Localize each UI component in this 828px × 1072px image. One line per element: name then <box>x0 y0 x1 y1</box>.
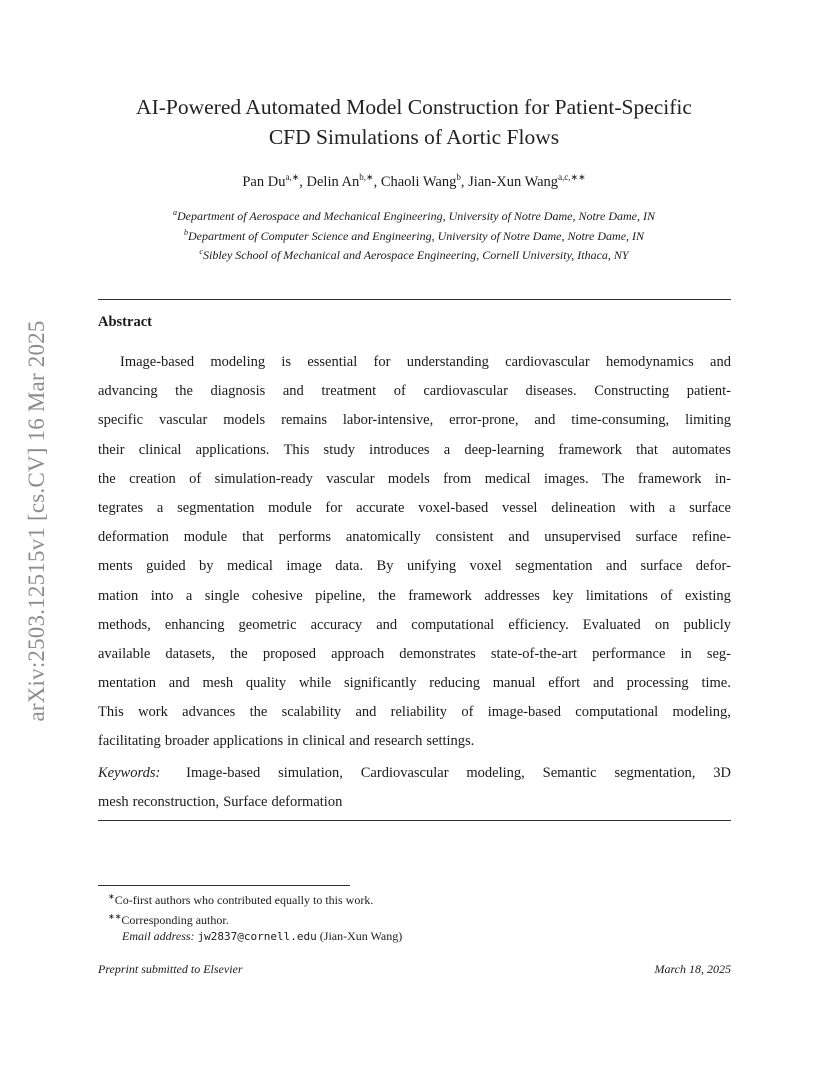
word: and <box>282 383 304 400</box>
word: computational <box>411 616 495 633</box>
word: image-based <box>487 704 561 721</box>
affiliation-mark: a <box>172 208 177 217</box>
abstract-top-rule <box>98 299 731 300</box>
word: segmentation <box>177 499 255 516</box>
word: seg- <box>706 645 731 662</box>
word: module <box>268 499 312 516</box>
word: manual <box>492 675 536 692</box>
word: demonstrates <box>399 645 476 662</box>
word: and <box>592 675 614 692</box>
word: scalability <box>281 704 342 721</box>
word: applications. <box>195 441 270 458</box>
word: while <box>298 675 332 692</box>
word: accuracy <box>310 616 363 633</box>
word: efficiency. <box>508 616 569 633</box>
word: unifying <box>406 558 457 575</box>
word: image <box>286 558 322 575</box>
word: Image-based <box>186 765 261 781</box>
word: mesh <box>202 675 234 692</box>
word: and <box>168 675 190 692</box>
footnote-mark: ∗ <box>108 892 115 901</box>
author-name: Chaoli Wang <box>380 174 457 190</box>
word: key <box>552 587 574 604</box>
word: quality <box>245 675 287 692</box>
word: computational <box>575 704 659 721</box>
abstract-heading: Abstract <box>98 314 152 330</box>
word: framework <box>637 470 702 487</box>
word: treatment <box>321 383 377 400</box>
abstract-line <box>98 465 731 494</box>
author-name: Delin An <box>306 174 360 190</box>
word: facilitating <box>98 733 161 750</box>
word: surface <box>635 529 678 546</box>
word: and <box>710 354 731 370</box>
word: labor-intensive, <box>342 412 434 429</box>
abstract-line <box>98 727 731 756</box>
word: advances <box>182 704 236 721</box>
abstract-line <box>98 611 731 640</box>
word: medical <box>484 470 531 487</box>
word: deformation <box>271 793 343 810</box>
word: state-of-the-art <box>490 645 578 662</box>
word: deformation <box>98 529 169 546</box>
word: Surface <box>223 793 268 810</box>
word: modeling, <box>466 765 525 781</box>
footer-preprint-note: Preprint submitted to Elsevier <box>98 962 243 976</box>
word: in- <box>714 470 731 487</box>
word: patient- <box>686 383 731 400</box>
arxiv-identifier-stamp <box>22 283 52 759</box>
word: is <box>281 354 292 370</box>
word: for <box>325 499 343 516</box>
word: Cardiovascular <box>360 765 449 781</box>
word: unsupervised <box>544 529 621 546</box>
word: on <box>654 616 670 633</box>
word: with <box>629 499 656 516</box>
word: pipeline, <box>315 587 366 604</box>
word: the <box>230 645 248 662</box>
word: voxel-based <box>418 499 489 516</box>
word: publicly <box>683 616 731 633</box>
word: and <box>349 733 371 750</box>
word: of <box>393 383 406 400</box>
affiliation-mark: c <box>199 247 203 256</box>
word: defor- <box>695 558 731 575</box>
abstract-line <box>98 377 731 406</box>
affiliation-a <box>98 205 730 225</box>
word: automates <box>672 441 731 458</box>
word: guided <box>146 558 186 575</box>
word: surface <box>689 499 731 516</box>
affiliation-text: Department of Computer Science and Engineering, University of Notre Dame, Notre Dame, IN <box>187 228 645 243</box>
word: and <box>355 704 377 721</box>
word: consistent <box>435 529 494 546</box>
abstract-line <box>98 669 731 698</box>
word: Semantic <box>542 765 597 781</box>
word: a <box>185 587 193 604</box>
word: proposed <box>262 645 316 662</box>
title-line-1: AI-Powered Automated Model Construction for Patient-Specific <box>136 95 692 119</box>
word: hemodynamics <box>605 354 694 370</box>
word: limitations <box>585 587 648 604</box>
affiliation-list <box>98 205 730 264</box>
word: broader <box>164 733 210 750</box>
abstract-line <box>98 552 731 581</box>
word: segmentation <box>515 558 593 575</box>
abstract-bottom-rule <box>98 820 731 821</box>
word: and <box>508 529 530 546</box>
word: vascular <box>159 412 208 429</box>
word: medical <box>227 558 273 575</box>
email-label: Email address: <box>122 929 195 943</box>
affiliation-b <box>98 225 730 245</box>
word: 3D <box>713 765 731 781</box>
word: the <box>249 704 268 721</box>
word: of <box>461 704 474 721</box>
word: settings. <box>426 733 475 750</box>
word: clinical <box>138 441 182 458</box>
word: understanding <box>406 354 489 370</box>
word: models <box>387 470 430 487</box>
word: tegrates <box>98 499 144 516</box>
word: mentation <box>98 675 156 692</box>
word: and <box>376 616 398 633</box>
word: and <box>534 412 556 429</box>
word: in <box>287 733 299 750</box>
word: reducing <box>429 675 480 692</box>
word: Constructing <box>594 383 670 400</box>
word: approach <box>331 645 385 662</box>
word: error-prone, <box>449 412 519 429</box>
word: performance <box>592 645 666 662</box>
footnote-email <box>108 928 402 946</box>
word: by <box>199 558 214 575</box>
word: surface <box>640 558 683 575</box>
word: essential <box>307 354 358 370</box>
word: that <box>636 441 658 458</box>
abstract-line <box>98 523 731 552</box>
word: enhancing <box>164 616 225 633</box>
word: mation <box>98 587 139 604</box>
keywords-label: Keywords: <box>98 765 161 781</box>
word: work <box>138 704 168 721</box>
word: Evaluated <box>582 616 641 633</box>
word: the <box>378 587 396 604</box>
word: anatomically <box>345 529 421 546</box>
word: reliability <box>390 704 448 721</box>
word: framework <box>558 441 622 458</box>
word: deep-learning <box>464 441 545 458</box>
word: a <box>443 441 451 458</box>
author-affiliation-mark: b <box>456 172 461 182</box>
word: effort <box>548 675 581 692</box>
word: time. <box>701 675 731 692</box>
word: existing <box>684 587 731 604</box>
abstract-line <box>98 582 731 611</box>
author-affiliation-mark: b,∗ <box>359 172 374 182</box>
word: module <box>183 529 228 546</box>
word: refine- <box>692 529 731 546</box>
footnote-mark: ∗∗ <box>108 911 122 921</box>
word: vascular <box>326 470 375 487</box>
word: This <box>283 441 310 458</box>
word: single <box>204 587 240 604</box>
word: a <box>156 499 164 516</box>
abstract-line <box>98 698 731 727</box>
footnotes <box>108 889 402 946</box>
word: diseases. <box>525 383 577 400</box>
word: cardiovascular <box>423 383 508 400</box>
word: By <box>376 558 394 575</box>
footnote-cofirst <box>108 889 402 909</box>
word: models <box>223 412 266 429</box>
email-owner: (Jian-Xun Wang) <box>319 929 403 943</box>
abstract-line <box>98 494 731 523</box>
word: limiting <box>685 412 731 429</box>
affiliation-text: Department of Aerospace and Mechanical Engineering, University of Notre Dame, Notre Dame, IN <box>176 209 656 223</box>
abstract-line <box>98 406 731 435</box>
word: the <box>175 383 193 400</box>
affiliation-mark: b <box>183 227 188 237</box>
word: diagnosis <box>210 383 266 400</box>
word: modeling <box>210 354 266 370</box>
affiliation-text: Sibley School of Mechanical and Aerospace Engineering, Cornell University, Ithaca, NY <box>202 248 629 262</box>
word: accurate <box>356 499 405 516</box>
keywords-block <box>98 759 731 816</box>
footnote-text: Co-first authors who contributed equally to this work. <box>114 893 374 907</box>
word: vessel <box>502 499 538 516</box>
footer-date: March 18, 2025 <box>654 962 731 976</box>
word: of <box>660 587 673 604</box>
word: data. <box>335 558 364 575</box>
word: time-consuming, <box>571 412 670 429</box>
word: performs <box>278 529 331 546</box>
word: modeling, <box>672 704 731 721</box>
footnote-corresponding <box>108 909 402 929</box>
arxiv-identifier-text: arXiv:2503.12515v1 [cs.CV] 16 Mar 2025 <box>24 320 49 722</box>
word: cardiovascular <box>505 354 590 370</box>
word: introduces <box>369 441 430 458</box>
word: and <box>606 558 627 575</box>
title-line-2: CFD Simulations of Aortic Flows <box>268 125 560 149</box>
word: significantly <box>343 675 417 692</box>
word: cohesive <box>251 587 303 604</box>
word: remains <box>281 412 327 429</box>
author-affiliation-mark: a,c,∗∗ <box>558 172 586 182</box>
word: images. <box>543 470 589 487</box>
word: that <box>242 529 264 546</box>
word: geometric <box>238 616 297 633</box>
abstract-line <box>98 640 731 669</box>
word: creation <box>129 470 176 487</box>
word: from <box>443 470 472 487</box>
word: study <box>323 441 355 458</box>
author-list: Pan $Du^{a,∗}$, Delin $An^{b,∗}$, Chaoli Wang$^b$, Jian-Xun Wang$^{a,c,∗∗}$ <box>242 172 586 190</box>
word: advancing <box>98 383 158 400</box>
word: voxel <box>469 558 502 575</box>
author-affiliation-mark: a,∗ <box>285 172 300 182</box>
word: Image-based <box>120 354 195 370</box>
email-address-link[interactable]: jw2837@cornell.edu <box>197 930 317 943</box>
word: of <box>189 470 202 487</box>
word: datasets, <box>165 645 215 662</box>
word: delineation <box>551 499 616 516</box>
author-name: Pan Du <box>242 174 286 190</box>
keywords-line <box>98 759 731 788</box>
abstract-line <box>98 348 731 377</box>
affiliation-c <box>98 244 730 264</box>
footnote-rule <box>98 885 350 886</box>
keywords-line <box>98 788 731 817</box>
word: This <box>98 704 124 721</box>
word: methods, <box>98 616 151 633</box>
author-name: Jian-Xun Wang <box>468 174 559 190</box>
word: the <box>98 470 116 487</box>
word: The <box>602 470 625 487</box>
word: for <box>373 354 391 370</box>
word: their <box>98 441 125 458</box>
word: into <box>150 587 174 604</box>
abstract-body <box>98 348 731 757</box>
abstract-line <box>98 436 731 465</box>
word: simulation-ready <box>214 470 313 487</box>
word: applications <box>213 733 284 750</box>
word: processing <box>626 675 689 692</box>
word: segmentation, <box>614 765 696 781</box>
paper-title <box>98 92 730 152</box>
word: research <box>374 733 423 750</box>
word: addresses <box>484 587 540 604</box>
word: a <box>668 499 676 516</box>
word: framework <box>408 587 472 604</box>
word: in <box>680 645 692 662</box>
word: reconstruction, <box>132 793 220 810</box>
word: specific <box>98 412 144 429</box>
word: simulation, <box>278 765 343 781</box>
footnote-text: Corresponding author. <box>121 912 229 927</box>
word: ments <box>98 558 133 575</box>
word: clinical <box>302 733 346 750</box>
word: available <box>98 645 151 662</box>
word: mesh <box>98 793 129 810</box>
